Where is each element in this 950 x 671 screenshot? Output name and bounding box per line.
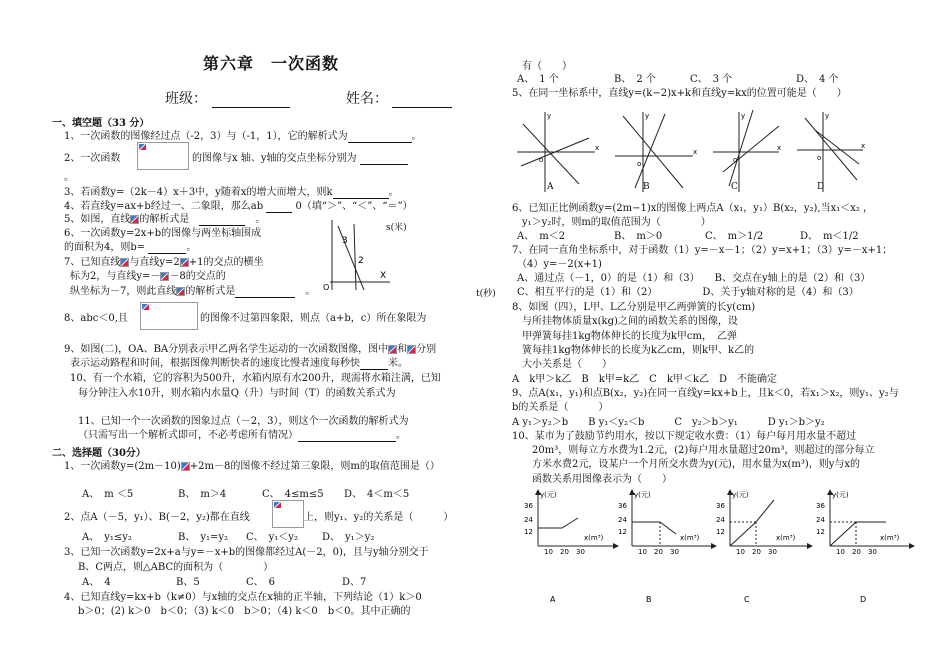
fig1-s-label: s(米) [386, 223, 407, 233]
wg-label-c: C [744, 595, 750, 604]
q5: 5、如图，直线 的解析式是 。 [64, 214, 266, 225]
c6-a: 6、已知正比例函数y=(2m−1)x的图像上两点A（x₁，y₁）B(x₂，y₂),当x₁＜x₂ ， [512, 203, 874, 214]
q6-b: 的面积为4，则b= 。 [64, 242, 197, 253]
c6-opt-c: C、 m＞1/2 [705, 231, 764, 242]
c10-water-graphs [520, 488, 920, 608]
wg-c-y24: 24 [716, 516, 725, 524]
q7-a: 7、已知直线 与直线y=2 +1的交点的横坐 [64, 257, 264, 268]
c4-b: b＞0；(2) k＞0 b＜0；（3) k＜0 b＞0；（4) k＜0 b＜0。其中正确的 [78, 606, 411, 617]
wg-a-ylabel: y(元) [540, 491, 557, 499]
c2-a: 2、点A（－5，y₁）、B(－2，y₂)都在直线 [64, 512, 250, 523]
c5-b-y: y [645, 112, 650, 120]
formula-icon [180, 258, 189, 267]
c5-graph-d [797, 112, 865, 192]
c2-opt-c: C、 y₁＜y₂ [246, 532, 298, 543]
fig1-label-2: 2 [358, 256, 364, 266]
wg-a-x10: 10 [544, 548, 553, 556]
wg-a-x20: 20 [560, 548, 569, 556]
r-opt-d: D、 4 个 [796, 74, 839, 85]
c5-c-o: o [733, 156, 738, 164]
wg-c-ylabel: y(元) [732, 491, 749, 499]
c5-a-y: y [547, 112, 552, 120]
wg-label-b: B [646, 595, 652, 604]
c3-opt-a: A、 4 [82, 577, 111, 588]
q2-c: 。 [64, 172, 74, 183]
wg-c-x10: 10 [736, 548, 745, 556]
q10-a: 10、有一个水箱，它的容积为500升，水箱内原有水200升，现需将水箱注满，已知 [70, 373, 441, 384]
c6-opt-a: A、 m＜2 [517, 231, 566, 242]
formula-image [272, 500, 304, 528]
q1: 1、一次函数的图像经过点（-2，3）与（-1，1），它的解析式为 。 [64, 131, 422, 142]
fig1-label-3: 3 [342, 236, 348, 246]
r-top: 有（ ） [522, 61, 572, 72]
image-icon [142, 304, 149, 310]
formula-icon [407, 345, 416, 354]
c5: 5、在同一坐标系中，直线y=(k−2)x+k和直线y=kx的位置可能是（ ） [512, 88, 847, 99]
c7-c: A、通过点（－1，0）的是（1）和（3） B、交点在y轴上的是（2）和（3） [517, 273, 871, 284]
c7-a: 7、在同一直角坐标系中，对于函数（1）y=－x－1；（2）y=x+1；（3）y=－x+1； [512, 245, 893, 256]
image-icon [139, 144, 146, 150]
c2-opt-b: B、 y₁=y₂ [178, 532, 229, 543]
c5-label-b: B [643, 182, 650, 192]
q4: 4、若直线y=ax+b经过一、二象限，那么ab 0（填“＞”、“＜”、“＝”） [64, 201, 413, 212]
q2-b: 的图像与x 轴、y轴的交点坐标分别为 [192, 152, 408, 165]
c1-opt-d: D、 4＜m＜5 [344, 489, 410, 500]
fig1-x-label: X [380, 271, 387, 281]
c5-a-o: o [539, 156, 544, 164]
wg-b-x10: 10 [638, 548, 647, 556]
c8-e: 大小关系是（ ） [522, 359, 612, 370]
wg-c-x30: 30 [768, 548, 777, 556]
c5-b-o: o [637, 160, 642, 168]
r-opt-b: B、 2 个 [614, 74, 656, 85]
section-choice: 二、选择题（30分） [52, 448, 146, 459]
c8-b: 与所挂物体质量x(kg)之间的函数关系的图像，设 [522, 316, 738, 327]
c5-d-x: x [861, 142, 866, 150]
q11-a: 11、已知一个一次函数的图象过点（－2，3），则这个一次函数的解析式为 [78, 416, 409, 427]
name-label: 姓名： [346, 91, 388, 107]
wg-d-ylabel: y(元) [832, 491, 849, 499]
c5-c-y: y [741, 112, 746, 120]
q2-a: 2、一次函数 [64, 153, 121, 164]
c6-b: y₁＞y₂时，则m的取值范围为（ ） [522, 217, 711, 228]
formula-image [140, 302, 198, 330]
wg-b-ylabel: y(元) [634, 491, 651, 499]
c7-b: （4）y=－2(x+1) [517, 259, 602, 270]
c8-d: 簧每挂1kg物体伸长的长度为k乙cm，则k甲、k乙的 [522, 345, 755, 356]
c5-label-c: C [731, 182, 738, 192]
c10-c: 方米水费2元，设某户一个月所交水费为y(元)，用水量为x(m³)，则y与x的 [532, 459, 861, 470]
c1: 1、一次函数y=(2m－10) +2m－8的图像不经过第三象限，则m的取值范围是（） [64, 461, 440, 472]
q8-b: 的图像不过第四象限，则点（a+b，c）所在象限为 [200, 313, 427, 324]
wg-c-x20: 20 [752, 548, 761, 556]
wg-b-x20: 20 [654, 548, 663, 556]
c5-b-x: x [693, 148, 698, 156]
q10-b: 每分钟注入水10升，则水箱内水量Q（升）与时间（T）的函数关系式为 [78, 388, 396, 399]
c3-opt-d: D、7 [342, 577, 367, 588]
c1-opt-a: A、 m ＜5 [82, 489, 134, 500]
image-icon [274, 502, 281, 508]
c1-opt-c: C、 4≤m≤5 [262, 489, 324, 500]
wg-d-xlabel: x(m³) [880, 534, 900, 542]
formula-icon [181, 462, 190, 471]
q7-c: 纵坐标为－7，则此直线 的解析式是 。 [70, 286, 316, 297]
wg-b-y36: 36 [618, 502, 627, 510]
q3: 3、若函数y=（2k－4）x＋3中，y随着x的增大而增大，则k 。 [64, 187, 399, 198]
c3-opt-c: C、 6 [246, 577, 276, 588]
c2-opt-a: A、 y₁≤y₂ [82, 532, 132, 543]
c1-opt-b: B、 m＞4 [178, 489, 227, 500]
wg-d-y36: 36 [816, 502, 825, 510]
c5-label-d: D [817, 182, 825, 192]
wg-label-a: A [550, 595, 556, 604]
c5-d-y: y [825, 112, 830, 120]
q8-a: 8、abc＜0,且 [64, 313, 128, 324]
c5-graph-b [615, 112, 697, 192]
c8-c: 甲弹簧每挂1kg物体伸长的长度为k甲cm， 乙弹 [522, 331, 737, 342]
line-b [354, 224, 356, 290]
c5-c-x: x [777, 144, 782, 152]
r-opt-c: C、 3 个 [690, 74, 733, 85]
figure-distance-time [318, 214, 396, 294]
r-opt-a: A、 1 个 [517, 74, 559, 85]
wg-b-y24: 24 [618, 516, 627, 524]
c8-options: A k甲＞k乙 B k甲=k乙 C k甲＜k乙 D 不能确定 [512, 374, 777, 385]
wg-a-y24: 24 [524, 516, 533, 524]
q11-b: （只需写出一个解析式即可，不必考虑所有情况） 。 [78, 430, 406, 441]
wg-a-y12: 12 [524, 528, 533, 536]
c5-graph-c [713, 110, 781, 192]
wg-b-y12: 12 [618, 528, 627, 536]
c9-b: b的关系是（ ） [512, 402, 609, 413]
wg-c-y12: 12 [716, 528, 725, 536]
c6-opt-d: D、 m＜1/2 [800, 231, 859, 242]
c2-b: 上，则y₁、y₂的关系是（ ） [304, 512, 454, 523]
c9-a: 9、点A(x₁，y₁)和点B(x₂，y₂)在同一直线y=kx+b上，且k＜0，若x₁＞x₂，则y₁、y₂与 [512, 388, 899, 399]
wg-a-y36: 36 [524, 502, 533, 510]
c2-opt-d: D、 y₁＞y₂ [322, 532, 375, 543]
q6-a: 6、一次函数y=2x+b的图像与两坐标轴围成 [64, 228, 262, 239]
fig1-label-o: O [323, 283, 330, 292]
class-blank [212, 94, 290, 108]
wg-d-x30: 30 [868, 548, 877, 556]
c5-graph-a [517, 112, 599, 192]
wg-a-xlabel: x(m³) [584, 534, 604, 542]
wg-d-y24: 24 [816, 516, 825, 524]
c3-a: 3、已知一次函数y=2x+a与y=－x+b的图像都经过A(－2，0)，且与y轴分别交于 [64, 547, 429, 558]
q9-b: 表示运动路程和时间，根据图像判断快者的速度比慢者速度每秒快 米。 [70, 358, 408, 369]
wg-d-x10: 10 [836, 548, 845, 556]
page-title: 第六章 一次函数 [203, 54, 340, 73]
c7-d: C、相互平行的是（1）和（2） D、关于y轴对称的是（4）和（3） [517, 287, 859, 298]
formula-icon [388, 345, 397, 354]
c6-opt-b: B、 m＞0 [614, 231, 663, 242]
c10-d: 函数关系用图像表示为（ ） [532, 474, 672, 485]
formula-image [137, 142, 189, 170]
name-blank [392, 94, 452, 108]
wg-b [618, 491, 714, 556]
wg-c-y36: 36 [716, 502, 725, 510]
c3-opt-b: B、5 [176, 577, 200, 588]
wg-b-x30: 30 [670, 548, 679, 556]
c4-a: 4、已知直线y=kx+b（k≠0）与x轴的交点在x轴的正半轴，下列结论（1）k＞0 [64, 592, 422, 603]
wg-a-x30: 30 [576, 548, 585, 556]
c5-a-x: x [595, 144, 600, 152]
c9-options: A y₁＞y₂＞b B y₁＜y₂＜b C y₂＞b＞y₁ D y₁＞b＞y₂ [512, 417, 825, 428]
c10-b: 20m³，则每立方水费为1.2元，(2)每户用水量超过20m³，则超过的部分每立 [532, 445, 875, 456]
c5-label-a: A [547, 182, 554, 192]
wg-c-xlabel: x(m³) [776, 534, 796, 542]
class-label: 班级： [165, 91, 207, 107]
wg-d [816, 491, 912, 556]
fig1-t-label: t(秒) [476, 289, 496, 299]
wg-d-x20: 20 [852, 548, 861, 556]
wg-a [524, 491, 616, 556]
section-fill-in: 一、填空题（33 分） [52, 118, 150, 129]
c10-a: 10、某市为了鼓励节约用水，按以下规定收水费：（1）每户每月用水量不超过 [512, 431, 857, 442]
wg-c [716, 491, 810, 556]
wg-d-y12: 12 [816, 528, 825, 536]
q7-b: 标为2，与直线y=－ －8的交点的 [70, 271, 226, 282]
c3-b: B、C两点，则△ABC的面积为（ ） [78, 562, 274, 573]
wg-b-xlabel: x(m³) [680, 534, 700, 542]
wg-label-d: D [860, 595, 867, 604]
c8-a: 8、如图（四），L甲、L乙分别是甲乙两弹簧的长y(cm) [512, 302, 756, 313]
c5-d-o: o [817, 154, 822, 162]
q9-a: 9、如图(二)，OA、BA分别表示甲乙两名学生运动的一次函数图像，图中 和 分别 [64, 344, 437, 355]
